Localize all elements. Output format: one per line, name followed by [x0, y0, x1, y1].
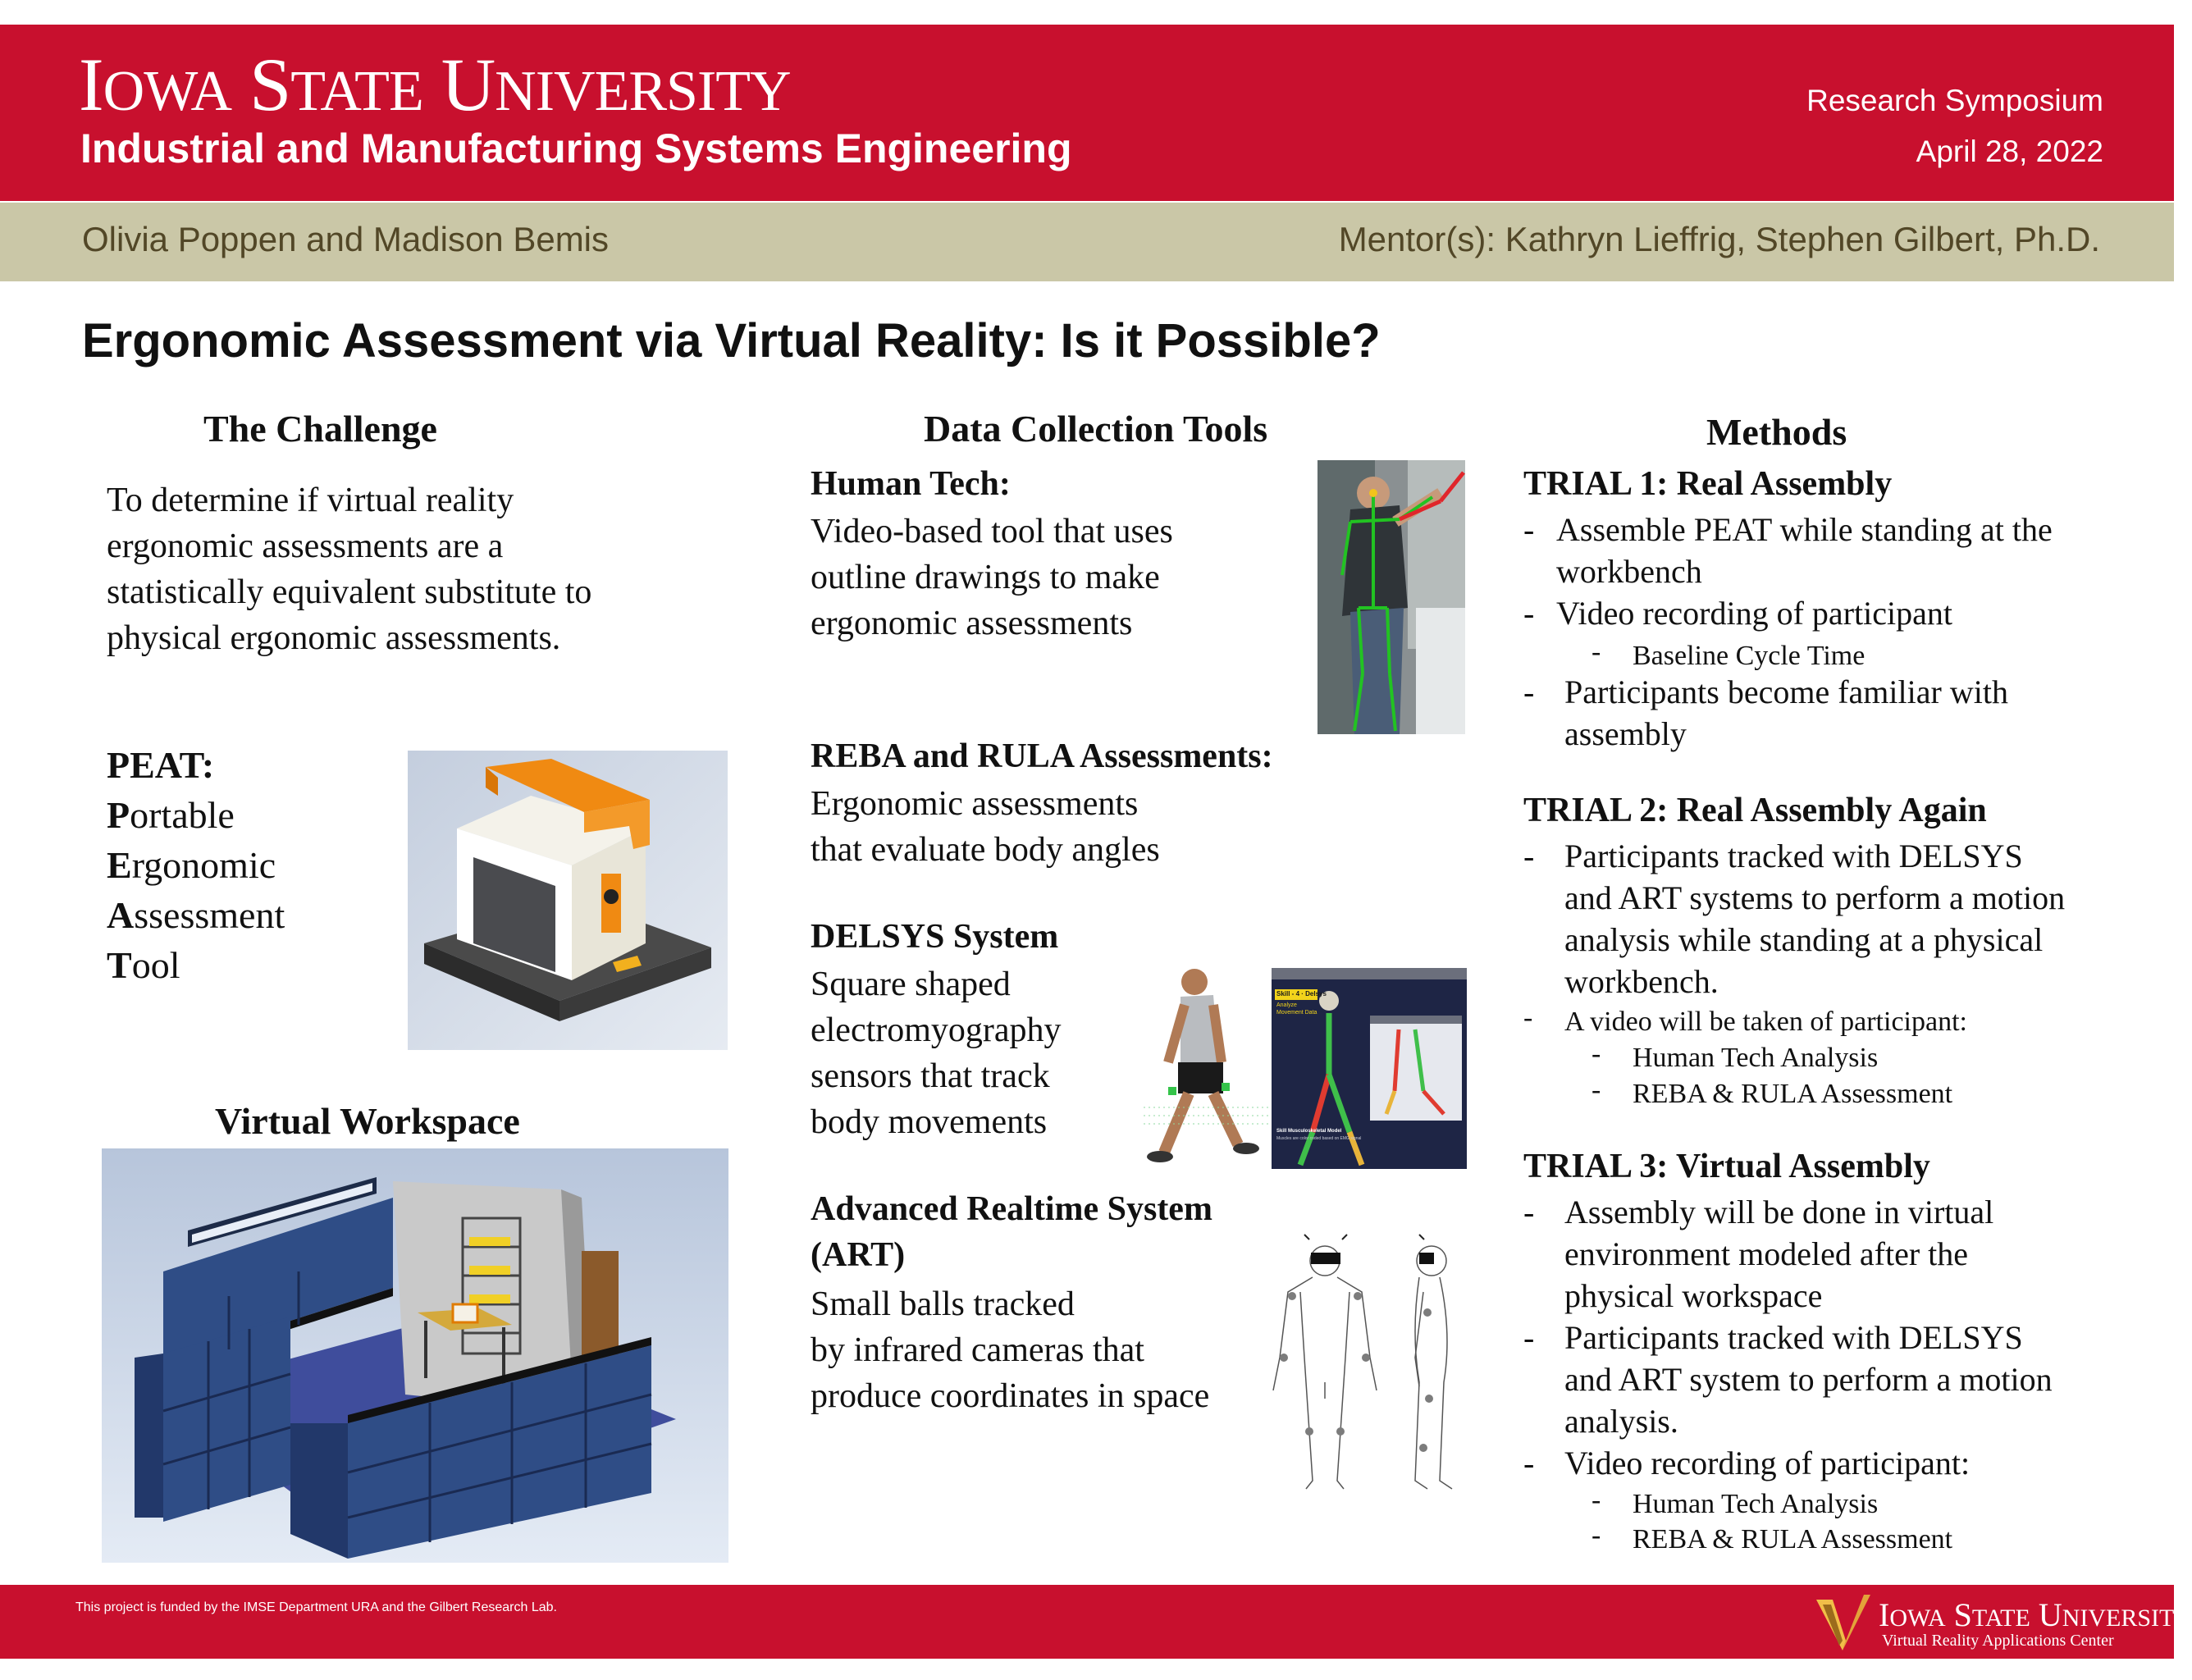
trial3-item: Assembly will be done in virtual environment modeled after the physical workspace [1564, 1194, 1994, 1314]
challenge-line: ergonomic assessments are a [107, 527, 504, 565]
virtual-workspace-heading: Virtual Workspace [215, 1100, 520, 1142]
art-text: Small balls tracked by infrared cameras that produce coordinates in space [811, 1285, 1210, 1415]
trial1-item: Video recording of participant [1556, 595, 1952, 632]
bullet-dash: - [1523, 511, 1535, 548]
reba-heading: REBA and RULA Assessments: [811, 737, 1273, 775]
trial3-item: Video recording of participant: [1564, 1445, 1971, 1481]
trial3-item: Participants tracked with DELSYS and ART system to perform a motion analysis. [1564, 1319, 2053, 1440]
delsys-software-screenshot [1272, 968, 1467, 1169]
methods-heading: Methods [1706, 411, 1847, 453]
art-heading-acronym: (ART) [811, 1236, 906, 1274]
delsys-tab-label: Skill - 4 · Delsys [1276, 990, 1327, 998]
data-tools-heading: Data Collection Tools [924, 408, 1268, 450]
art-heading: Advanced Realtime System [811, 1190, 1212, 1228]
peat-render-image [408, 751, 728, 1050]
authors: Olivia Poppen and Madison Bemis [82, 220, 610, 258]
trial1-item: Participants become familiar with assembly [1564, 673, 2008, 752]
bullet-dash: - [1523, 595, 1535, 632]
peat-word: Assessment [107, 894, 285, 936]
trial3-heading: TRIAL 3: Virtual Assembly [1523, 1148, 1930, 1185]
bullet-dash: - [1591, 1075, 1601, 1105]
bullet-dash: - [1523, 838, 1535, 874]
bullet-dash: - [1523, 1002, 1533, 1033]
bullet-dash: - [1591, 1520, 1601, 1550]
delsys-model-sub: Muscles are color coded based on EMG signal [1276, 1136, 1362, 1141]
trial2-subitem: Human Tech Analysis [1633, 1043, 1879, 1073]
bullet-dash: - [1591, 1039, 1601, 1069]
bullet-dash: - [1523, 673, 1535, 710]
human-tech-photo [1317, 460, 1465, 734]
bullet-dash: - [1591, 1485, 1601, 1515]
human-tech-heading: Human Tech: [811, 465, 1011, 503]
poster-title: Ergonomic Assessment via Virtual Reality: Is it Possible? [82, 314, 1381, 368]
delsys-caption: Movement Data [1276, 1010, 1317, 1016]
footer-university: IOWA STATE UNIVERSITY [1879, 1596, 2192, 1633]
isu-v-logo-icon [1815, 1591, 1872, 1657]
trial1-subitem: Baseline Cycle Time [1633, 641, 1865, 671]
art-marker-diagram [1255, 1235, 1477, 1497]
funding-note: This project is funded by the IMSE Department URA and the Gilbert Research Lab. [75, 1600, 557, 1614]
challenge-line: statistically equivalent substitute to [107, 573, 592, 611]
event-name: Research Symposium [1806, 84, 2103, 117]
mentors: Mentor(s): Kathryn Lieffrig, Stephen Gilbert, Ph.D. [1338, 220, 2100, 258]
human-tech-text: Video-based tool that uses outline drawings to make ergonomic assessments [811, 513, 1173, 642]
delsys-text: Square shaped electromyography sensors that track body movements [811, 966, 1062, 1141]
footer-center: Virtual Reality Applications Center [1882, 1632, 2114, 1650]
bullet-dash: - [1523, 1194, 1535, 1230]
bullet-dash: - [1523, 1319, 1535, 1356]
trial2-subitem: REBA & RULA Assessment [1633, 1079, 1953, 1109]
challenge-line: To determine if virtual reality [107, 482, 514, 519]
trial2-item: A video will be taken of participant: [1564, 1007, 1967, 1037]
department-name: Industrial and Manufacturing Systems Engineering [80, 126, 1072, 171]
trial2-heading: TRIAL 2: Real Assembly Again [1523, 792, 1987, 829]
event-date: April 28, 2022 [1916, 135, 2103, 168]
challenge-heading: The Challenge [203, 408, 437, 450]
delsys-caption: Analyze [1276, 1002, 1297, 1008]
trial2-item: Participants tracked with DELSYS and ART systems to perform a motion analysis while standing at a physical workbench. [1564, 838, 2066, 1000]
reba-text: Ergonomic assessments that evaluate body angles [811, 785, 1160, 869]
trial3-subitem: REBA & RULA Assessment [1633, 1524, 1953, 1554]
bullet-dash: - [1523, 1445, 1535, 1481]
delsys-heading: DELSYS System [811, 918, 1059, 956]
trial1-heading: TRIAL 1: Real Assembly [1523, 465, 1893, 503]
trial1-item: Assemble PEAT while standing at the workbench [1556, 511, 2053, 590]
virtual-workspace-image [102, 1148, 728, 1563]
university-wordmark: IOWA STATE UNIVERSITY [79, 43, 791, 126]
peat-word: Ergonomic [107, 844, 276, 886]
peat-word: Tool [107, 944, 180, 986]
peat-word: Portable [107, 794, 235, 836]
delsys-walker-image [1144, 964, 1273, 1165]
peat-heading: PEAT: [107, 744, 215, 786]
challenge-line: physical ergonomic assessments. [107, 619, 561, 657]
peat-acronym [107, 740, 285, 990]
challenge-text [107, 477, 697, 661]
bullet-dash: - [1591, 637, 1601, 667]
delsys-model-label: Skill Musculoskeletal Model [1276, 1129, 1342, 1134]
trial3-subitem: Human Tech Analysis [1633, 1489, 1879, 1519]
